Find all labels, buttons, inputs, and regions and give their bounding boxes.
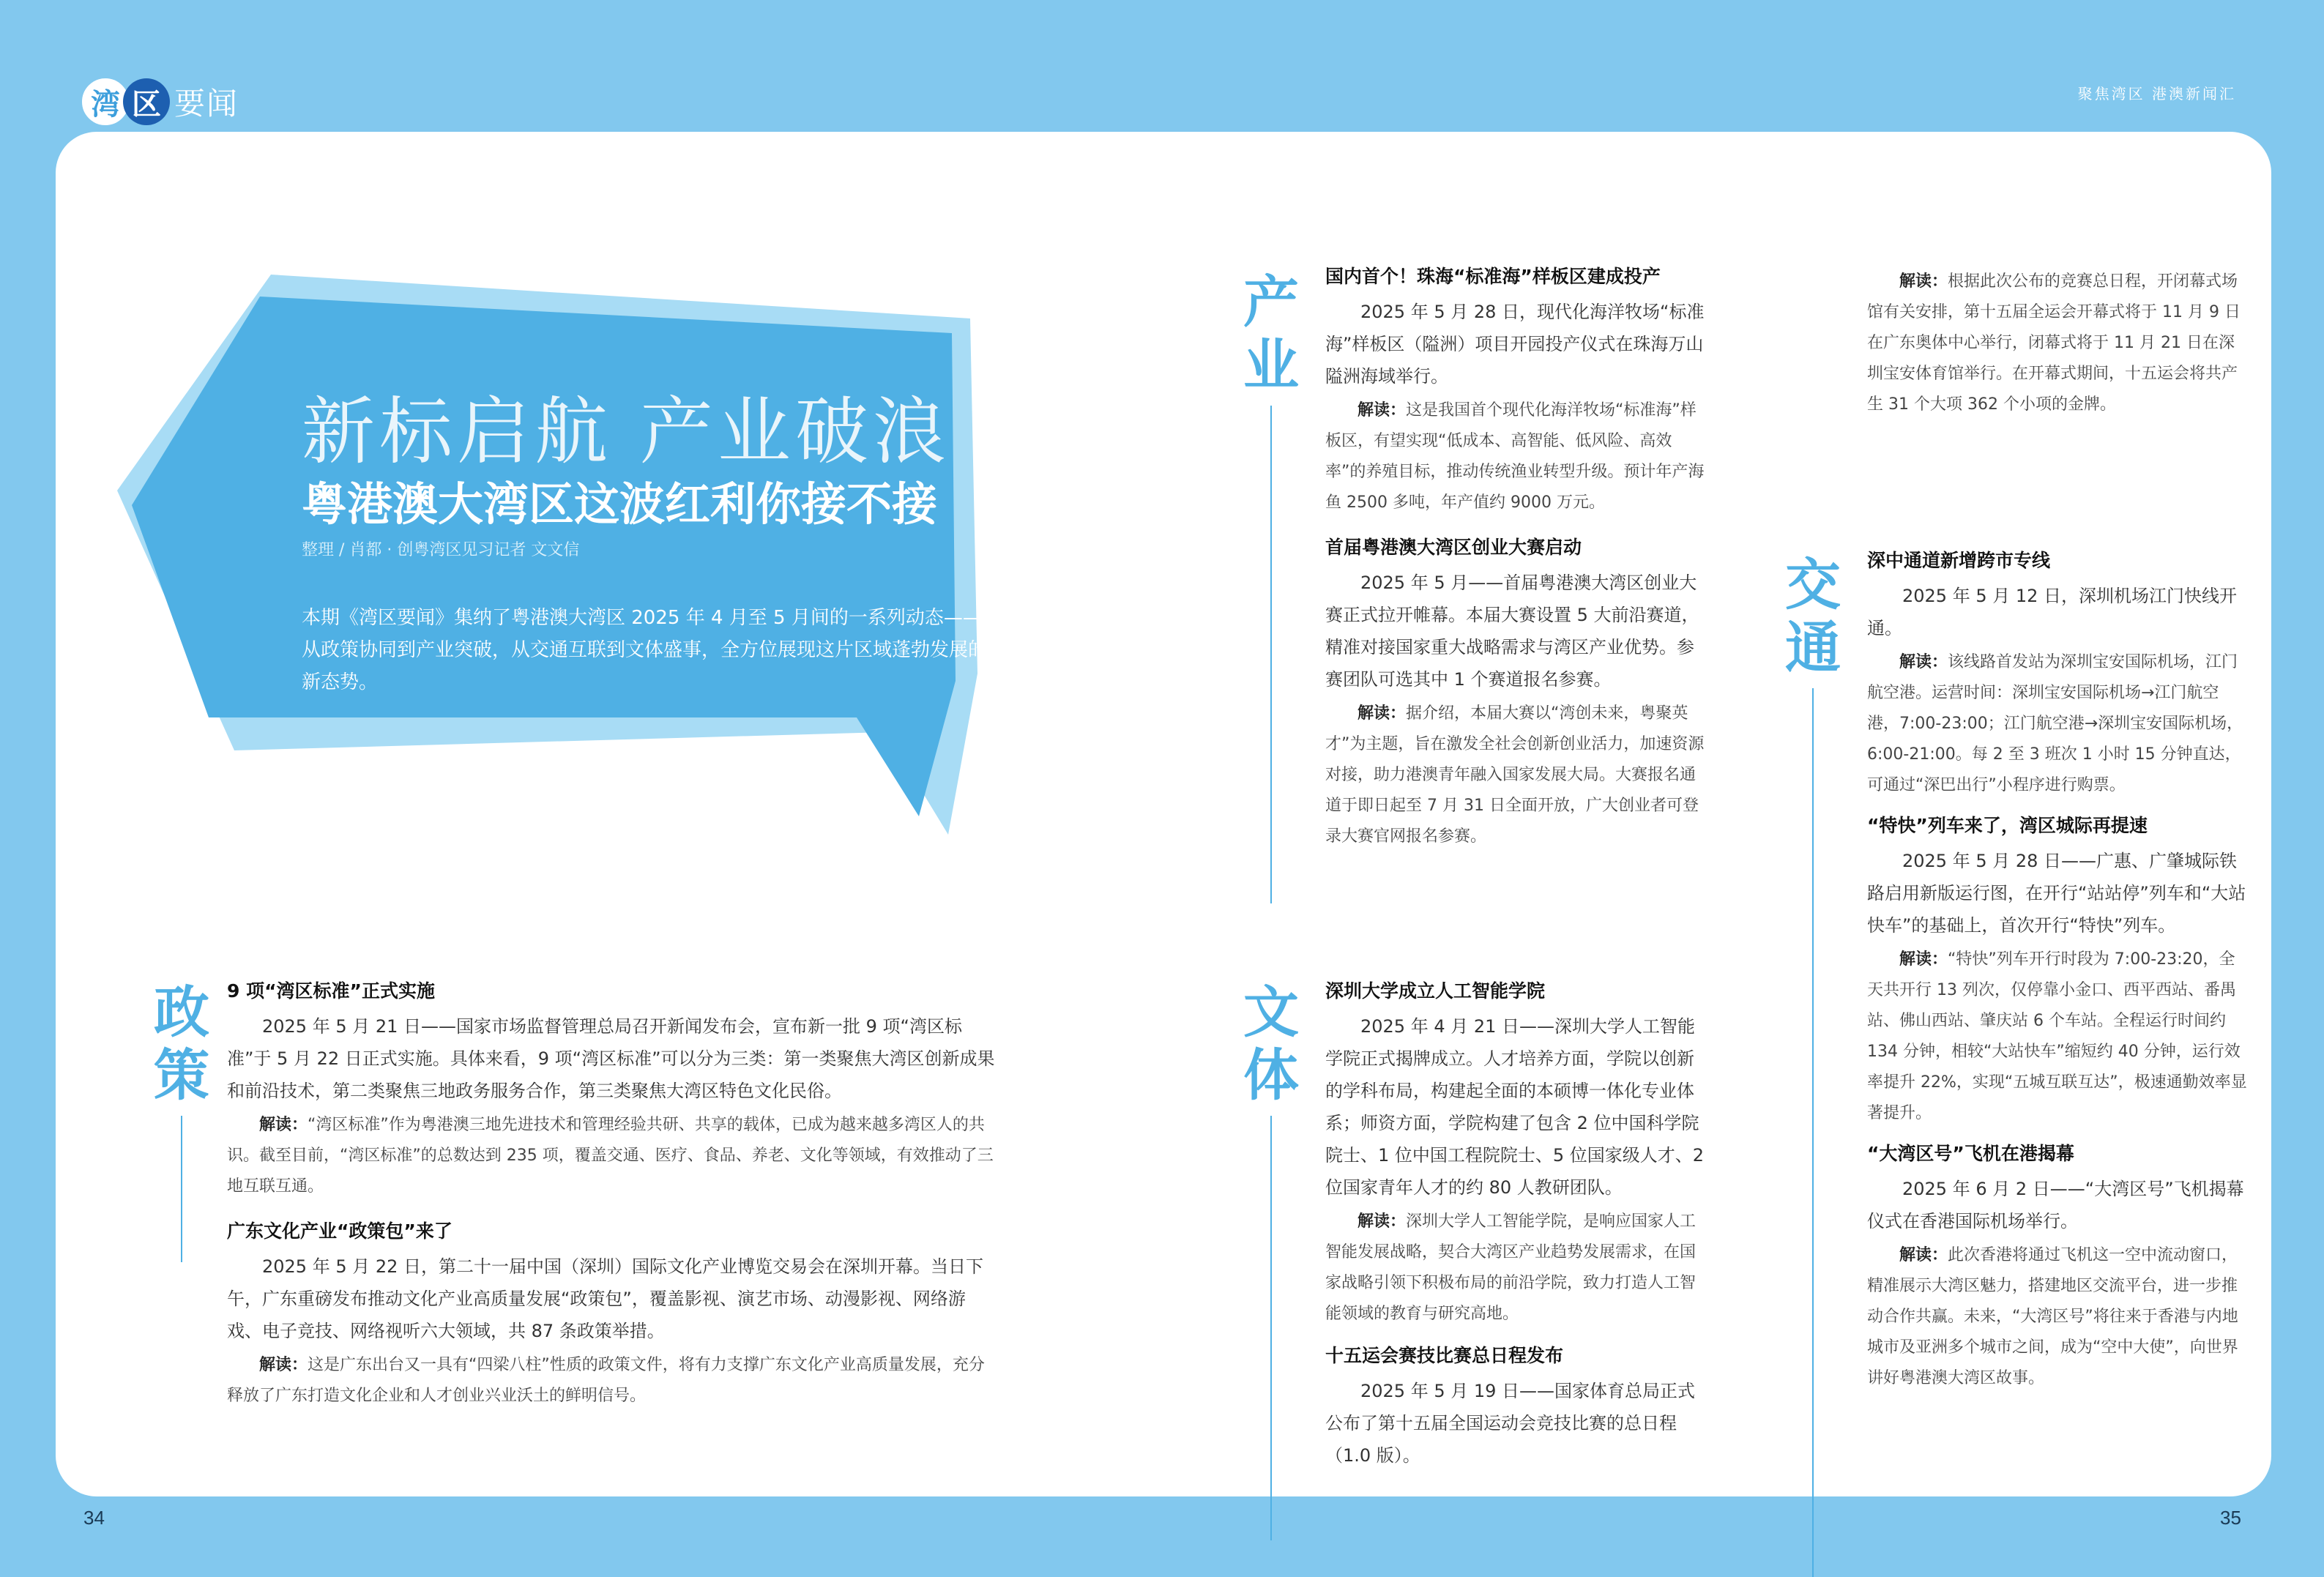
feature-title-line2: 粤港澳大湾区这波红利你接不接 — [302, 477, 938, 531]
culture-article-continuation — [1867, 264, 2248, 420]
note-label: 解读： — [1357, 401, 1407, 420]
note-label: 解读： — [259, 1116, 308, 1134]
article-note — [1867, 266, 2248, 420]
logo-badge-1: 湾 — [82, 78, 129, 125]
note-text: 这是广东出台又一具有“四梁八柱”性质的政策文件，将有力支撑广东文化产业高质量发展，充分释放了广东打造文化企业和人才创业兴业沃土的鲜明信号。 — [227, 1356, 985, 1405]
section-divider — [181, 1116, 182, 1262]
article — [1867, 548, 2248, 801]
article-body: 2025 年 6 月 2 日——“大湾区号”飞机揭幕仪式在香港国际机场举行。 — [1867, 1179, 2244, 1231]
article-title: 广东文化产业“政策包”来了 — [227, 1220, 452, 1242]
article-body: 2025 年 5 月 22 日，第二十一届中国（深圳）国际文化产业博览交易会在深圳开幕。当日下午，广东重磅发布推动文化产业高质量发展“政策包”，覆盖影视、演艺市场、动漫影视、网络游戏、电子竞技、网络视听六大领域，共 87 条政策举措。 — [227, 1256, 984, 1341]
article-body: 2025 年 4 月 21 日——深圳大学人工智能学院正式揭牌成立。人才培养方面，学院以创新的学科布局，构建起全面的本硕博一体化专业体系；师资方面，学院构建了包含 2 位中国科学院院士、1 位中国工程院院士、5 位国家级人才、2 位国家青年人才的约 80 人教研团队。 — [1325, 1016, 1705, 1198]
note-text: “特快”列车开行时段为 7:00-23:20，全天共开行 13 列次，仅停靠小金口、西平西站、番禺站、佛山西站、肇庆站 6 个车站。全程运行时间约 134 分钟，相较“大站快车”缩短约 40 分钟，运行效率提升 22%，实现“五城互联互达”，极速通勤效率显著提升。 — [1867, 950, 2247, 1122]
section-divider — [1270, 1116, 1272, 1540]
note-label: 解读： — [1899, 653, 1948, 671]
section-label-text: 政策 — [154, 980, 209, 1108]
feature-intro: 本期《湾区要闻》集纳了粤港澳大湾区 2025 年 4 月至 5 月间的一系列动态——从政策协同到产业突破，从交通互联到文体盛事，全方位展现这片区域蓬勃发展的新态势。 — [302, 607, 988, 693]
logo-text: 要闻 — [174, 86, 239, 122]
note-label: 解读： — [1899, 950, 1948, 969]
article — [227, 1218, 996, 1412]
article-body: 2025 年 5 月——首届粤港澳大湾区创业大赛正式拉开帷幕。本届大赛设置 5 大前沿赛道，精准对接国家重大战略需求与湾区产业优势。参赛团队可选其中 1 个赛道报名参赛。 — [1325, 573, 1699, 690]
section-divider — [1270, 406, 1272, 903]
feature-byline: 整理 / 肖都 · 创粤湾区见习记者 文文信 — [302, 541, 580, 559]
article-title: 深中通道新增跨市专线 — [1867, 550, 2051, 571]
note-text: 根据此次公布的竞赛总日程，开闭幕式场馆有关安排，第十五届全运会开幕式将于 11 月 9 日在广东奥体中心举行，闭幕式将于 11 月 21 日在深圳宝安体育馆举行。在开幕式期间，十五运会将共产生 31 个大项 362 个小项的金牌。 — [1867, 272, 2241, 414]
section-divider — [1812, 688, 1814, 1577]
section-label-industry — [1243, 271, 1299, 903]
article-body: 2025 年 5 月 28 日，现代化海洋牧场“标准海”样板区（隘洲）项目开园投产仪式在珠海万山隘洲海域举行。 — [1325, 302, 1705, 387]
feature-headline — [302, 389, 950, 531]
article-note — [1867, 647, 2248, 801]
article-body: 2025 年 5 月 21 日——国家市场监督管理总局召开新闻发布会，宣布新一批 9 项“湾区标准”于 5 月 22 日正式实施。具体来看，9 项“湾区标准”可以分为三类：第一类聚焦大湾区创新成果和前沿技术，第二类聚焦三地政务服务合作，第三类聚焦大湾区特色文化民俗。 — [227, 1016, 995, 1101]
note-label: 解读： — [259, 1356, 308, 1374]
article-note — [227, 1110, 996, 1202]
section-label-text: 交通 — [1785, 552, 1841, 680]
transport-articles — [1867, 548, 2248, 1394]
note-label: 解读： — [1899, 272, 1948, 291]
note-text: 该线路首发站为深圳宝安国际机场，江门航空港。运营时间：深圳宝安国际机场→江门航空港，7:00-23:00；江门航空港→深圳宝安国际机场，6:00-21:00。每 2 至 3 班次 1 小时 15 分钟直达，可通过“深巴出行”小程序进行购票。 — [1867, 653, 2243, 794]
article-title: “大湾区号”飞机在港揭幕 — [1867, 1143, 2074, 1164]
page-number-right: 35 — [2220, 1507, 2241, 1529]
article-body: 2025 年 5 月 19 日——国家体育总局正式公布了第十五届全国运动会竞技比赛的总日程（1.0 版）。 — [1325, 1381, 1696, 1466]
article — [1325, 534, 1706, 852]
article-note — [1867, 1240, 2248, 1394]
note-label: 解读： — [1357, 1212, 1407, 1231]
policy-articles — [227, 978, 996, 1412]
logo-badge-2: 区 — [123, 78, 170, 125]
article — [1867, 813, 2248, 1129]
section-label-culture — [1243, 981, 1299, 1540]
note-label: 解读： — [1899, 1246, 1948, 1264]
note-text: 这是我国首个现代化海洋牧场“标准海”样板区，有望实现“低成本、高智能、低风险、高效率”的养殖目标，推动传统渔业转型升级。预计年产海鱼 2500 多吨，年产值约 9000 万元。 — [1325, 401, 1705, 512]
article — [1325, 264, 1706, 518]
section-logo — [82, 76, 239, 127]
article — [227, 978, 996, 1202]
industry-articles — [1325, 264, 1706, 852]
header-right-text: 聚焦湾区 港澳新闻汇 — [2077, 85, 2236, 102]
section-label-transport — [1785, 553, 1841, 1577]
article-body: 2025 年 5 月 12 日，深圳机场江门快线开通。 — [1867, 586, 2238, 638]
article — [1325, 978, 1706, 1330]
note-text: 据介绍，本届大赛以“湾创未来，粤聚英才”为主题，旨在激发全社会创新创业活力，加速资源对接，助力港澳青年融入国家发展大局。大赛报名通道于即日起至 7 月 31 日全面开放，广大创业者可登录大赛官网报名参赛。 — [1325, 704, 1705, 846]
section-label-text: 产业 — [1243, 269, 1299, 398]
article-title: 国内首个！珠海“标准海”样板区建成投产 — [1325, 266, 1661, 287]
article-title: 深圳大学成立人工智能学院 — [1325, 980, 1546, 1002]
feature-title-line1: 新标启航 产业破浪 — [302, 389, 950, 474]
section-label-policy — [154, 981, 209, 1262]
note-text: “湾区标准”作为粤港澳三地先进技术和管理经验共研、共享的载体，已成为越来越多湾区人的共识。截至目前，“湾区标准”的总数达到 235 项，覆盖交通、医疗、食品、养老、文化等领域，有效推动了三地互联互通。 — [227, 1116, 994, 1196]
article-title: 9 项“湾区标准”正式实施 — [227, 980, 435, 1002]
article-body: 2025 年 5 月 28 日——广惠、广肇城际铁路启用新版运行图，在开行“站站停”列车和“大站快车”的基础上，首次开行“特快”列车。 — [1867, 851, 2246, 936]
article-title: “特快”列车来了，湾区城际再提速 — [1867, 815, 2148, 836]
article-title: 首届粤港澳大湾区创业大赛启动 — [1325, 537, 1582, 558]
culture-articles — [1325, 978, 1706, 1472]
article-note — [1325, 395, 1706, 518]
article-note — [1867, 944, 2248, 1129]
article — [1867, 1141, 2248, 1394]
page-number-left: 34 — [83, 1507, 105, 1529]
note-label: 解读： — [1357, 704, 1407, 723]
article — [1325, 1343, 1706, 1472]
article-note — [1325, 1207, 1706, 1330]
article-title: 十五运会赛技比赛总日程发布 — [1325, 1345, 1564, 1366]
note-text: 此次香港将通过飞机这一空中流动窗口，精准展示大湾区魅力，搭建地区交流平台，进一步推动合作共赢。未来，“大湾区号”将往来于香港与内地城市及亚洲多个城市之间，成为“空中大使”，向世界讲好粤港澳大湾区故事。 — [1867, 1246, 2238, 1387]
article-note — [227, 1350, 996, 1412]
note-text: 深圳大学人工智能学院，是响应国家人工智能发展战略，契合大湾区产业趋势发展需求，在国家战略引领下积极布局的前沿学院，致力打造人工智能领域的教育与研究高地。 — [1325, 1212, 1697, 1323]
section-label-text: 文体 — [1243, 980, 1299, 1108]
article-note — [1325, 698, 1706, 852]
